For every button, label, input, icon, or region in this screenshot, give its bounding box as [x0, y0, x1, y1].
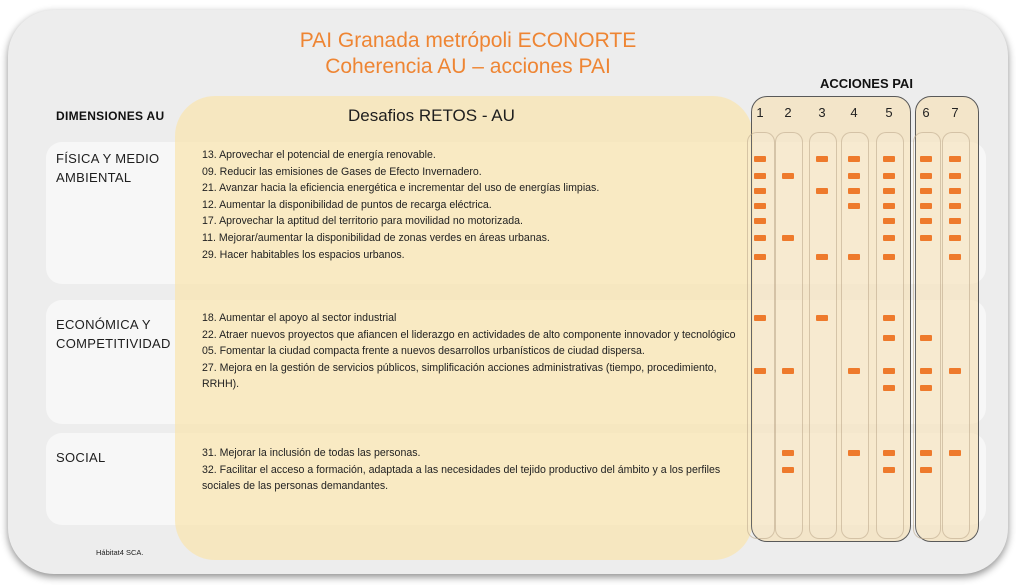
- action-column-5: 5: [885, 105, 893, 120]
- coherence-mark: [754, 235, 766, 241]
- challenge-list: [202, 147, 747, 263]
- dimension-name-line: ECONÓMICA Y: [56, 317, 151, 332]
- header-retos: Desafios RETOS - AU: [348, 106, 515, 125]
- coherence-mark: [949, 173, 961, 179]
- coherence-mark: [883, 368, 895, 374]
- coherence-mark: [754, 254, 766, 260]
- dimension-name: [56, 448, 186, 467]
- coherence-mark: [920, 173, 932, 179]
- coherence-mark: [816, 254, 828, 260]
- coherence-mark: [848, 368, 860, 374]
- coherence-mark: [883, 188, 895, 194]
- dimension-name-line: FÍSICA Y MEDIO: [56, 151, 160, 166]
- slide: [8, 10, 1008, 574]
- dimension-name-line: SOCIAL: [56, 450, 106, 465]
- challenge-item: 21. Avanzar hacia la eficiencia energética e incrementar del uso de energías limpias.: [202, 182, 600, 195]
- dimension-name: [56, 149, 186, 187]
- coherence-mark: [920, 467, 932, 473]
- coherence-mark: [782, 467, 794, 473]
- coherence-mark: [883, 385, 895, 391]
- coherence-mark: [848, 188, 860, 194]
- coherence-mark: [920, 188, 932, 194]
- coherence-mark: [920, 335, 932, 341]
- coherence-mark: [949, 218, 961, 224]
- coherence-mark: [848, 173, 860, 179]
- coherence-mark: [848, 450, 860, 456]
- coherence-mark: [883, 218, 895, 224]
- coherence-mark: [920, 218, 932, 224]
- action-column-3: 3: [818, 105, 826, 120]
- coherence-mark: [883, 173, 895, 179]
- action-column-6: 6: [922, 105, 930, 120]
- coherence-mark: [949, 203, 961, 209]
- challenge-item: 05. Fomentar la ciudad compacta frente a nuevos desarrollos urbanísticos de ciudad dispersa.: [202, 345, 645, 358]
- coherence-mark: [883, 235, 895, 241]
- action-column-1: 1: [756, 105, 764, 120]
- coherence-mark: [754, 218, 766, 224]
- coherence-mark: [754, 173, 766, 179]
- action-column-2: 2: [784, 105, 792, 120]
- coherence-mark: [920, 385, 932, 391]
- coherence-mark: [949, 188, 961, 194]
- coherence-mark: [782, 368, 794, 374]
- challenge-item: 18. Aumentar el apoyo al sector industrial: [202, 312, 397, 324]
- coherence-mark: [883, 335, 895, 341]
- coherence-mark: [848, 203, 860, 209]
- coherence-mark: [816, 188, 828, 194]
- coherence-mark: [949, 254, 961, 260]
- header-acciones: ACCIONES PAI: [820, 76, 913, 91]
- dimension-name: [56, 315, 186, 353]
- coherence-mark: [883, 450, 895, 456]
- challenge-item: 09. Reducir las emisiones de Gases de Efecto Invernadero.: [202, 165, 482, 178]
- action-column-guide-2: [775, 132, 803, 539]
- coherence-mark: [883, 315, 895, 321]
- action-column-4: 4: [850, 105, 858, 120]
- challenge-list: [202, 310, 747, 393]
- challenge-item: 17. Aprovechar la aptitud del territorio para movilidad no motorizada.: [202, 215, 523, 228]
- page-title-line1: PAI Granada metrópoli ECONORTE: [299, 29, 637, 52]
- coherence-mark: [949, 156, 961, 162]
- challenge-item: 13. Aprovechar el potencial de energía renovable.: [202, 149, 436, 161]
- coherence-mark: [920, 156, 932, 162]
- challenge-item: 27. Mejora en la gestión de servicios públicos, simplificación acciones administrativas (tiempo, procedimiento, RRHH).: [202, 361, 717, 391]
- coherence-mark: [920, 450, 932, 456]
- coherence-mark: [754, 156, 766, 162]
- coherence-mark: [883, 254, 895, 260]
- coherence-mark: [848, 156, 860, 162]
- coherence-mark: [949, 450, 961, 456]
- coherence-mark: [920, 235, 932, 241]
- coherence-mark: [754, 203, 766, 209]
- challenge-item: 31. Mejorar la inclusión de todas las personas.: [202, 447, 421, 459]
- coherence-mark: [883, 203, 895, 209]
- challenge-list: [202, 445, 747, 495]
- coherence-mark: [883, 467, 895, 473]
- coherence-mark: [949, 235, 961, 241]
- coherence-mark: [782, 235, 794, 241]
- dimension-name-line: COMPETITIVIDAD: [56, 336, 171, 351]
- coherence-mark: [920, 368, 932, 374]
- challenge-item: 32. Facilitar el acceso a formación, adaptada a las necesidades del tejido productivo del ámbito y a los perfiles sociales de las personas demandantes.: [202, 463, 721, 493]
- dimension-name-line: AMBIENTAL: [56, 170, 132, 185]
- coherence-mark: [754, 315, 766, 321]
- page-title-line2: Coherencia AU – acciones PAI: [325, 55, 611, 78]
- coherence-mark: [816, 156, 828, 162]
- footer-credit: Hábitat4 SCA.: [96, 548, 144, 557]
- action-column-7: 7: [951, 105, 959, 120]
- coherence-mark: [754, 188, 766, 194]
- coherence-mark: [920, 203, 932, 209]
- coherence-mark: [754, 368, 766, 374]
- challenge-item: 22. Atraer nuevos proyectos que afiancen el liderazgo en actividades de alto componente innovador y tecnológico: [202, 328, 736, 341]
- challenge-item: 11. Mejorar/aumentar la disponibilidad de zonas verdes en áreas urbanas.: [202, 231, 550, 244]
- challenge-item: 12. Aumentar la disponibilidad de puntos de recarga eléctrica.: [202, 198, 492, 211]
- header-dimensiones: DIMENSIONES AU: [56, 109, 165, 123]
- coherence-mark: [816, 315, 828, 321]
- coherence-mark: [848, 254, 860, 260]
- coherence-mark: [782, 173, 794, 179]
- coherence-mark: [949, 368, 961, 374]
- coherence-mark: [883, 156, 895, 162]
- coherence-mark: [782, 450, 794, 456]
- challenge-item: 29. Hacer habitables los espacios urbanos.: [202, 248, 405, 261]
